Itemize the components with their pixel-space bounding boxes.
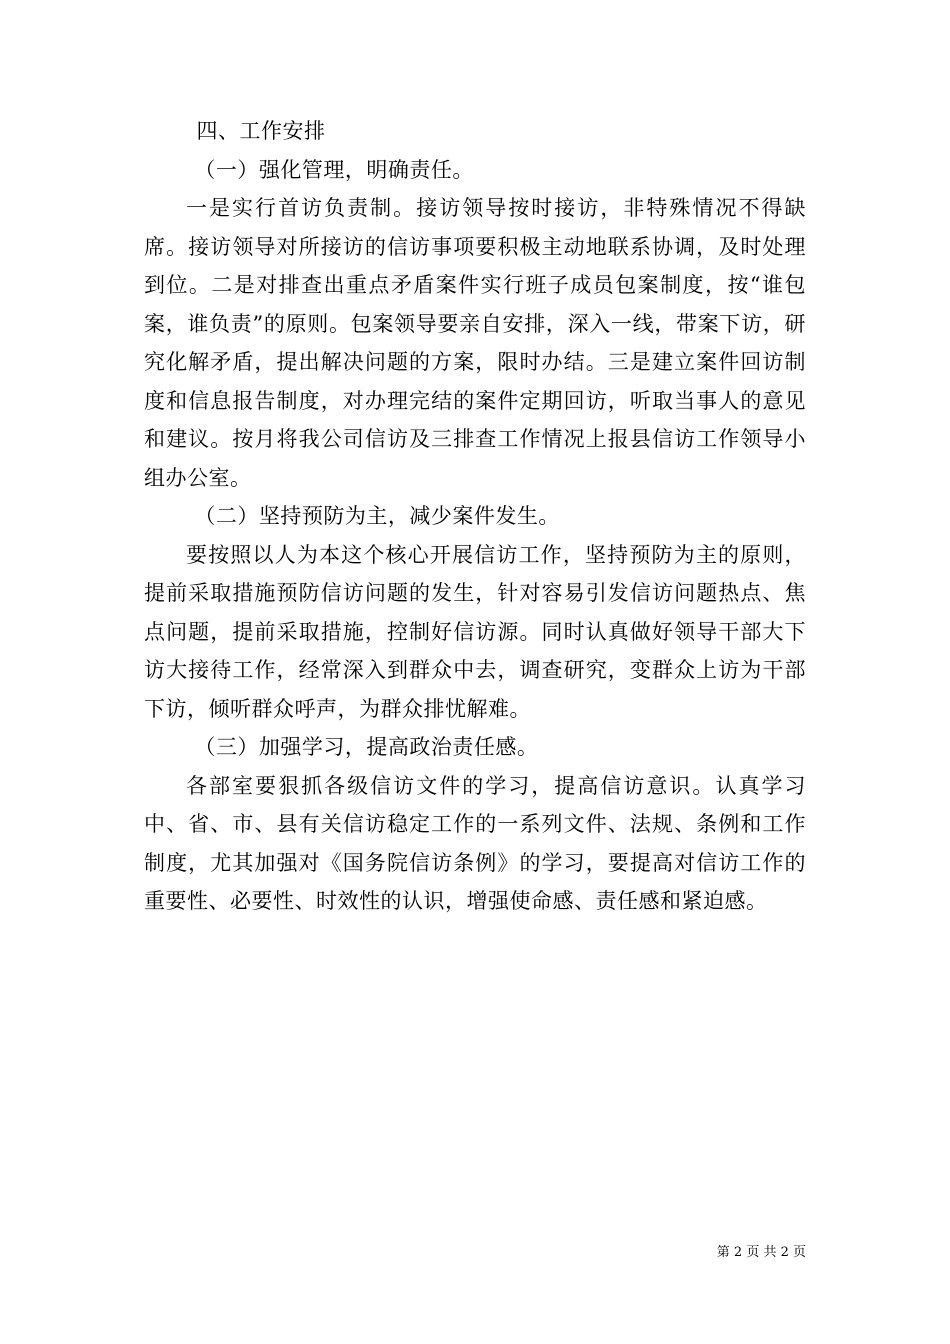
body-paragraph-2: 要按照以人为本这个核心开展信访工作，坚持预防为主的原则，提前采取措施预防信访问题的发生，针对容易引发信访问题热点、焦点问题，提前采取措施，控制好信访源。同时认真做好领导干部大下访大接待工作，经常深入到群众中去，调查研究，变群众上访为干部下访，倾听群众呼声，为群众排忧解难。 — [144, 542, 806, 721]
body-paragraph-3: 各部室要狠抓各级信访文件的学习，提高信访意识。认真学习中、省、市、县有关信访稳定工作的一系列文件、法规、条例和工作制度，尤其加强对《国务院信访条例》的学习，要提高对信访工作的重要性、必要性、时效性的认识，增强使命感、责任感和紧迫感。 — [144, 773, 806, 913]
section-heading-work-arrangement: 四、工作安排 — [196, 119, 326, 143]
page-number-footer: 第 2 页 共 2 页 — [716, 1245, 806, 1260]
subsection-heading-1: （一）强化管理，明确责任。 — [194, 157, 474, 182]
subsection-heading-3: （三）加强学习，提高政治责任感。 — [194, 735, 539, 759]
body-paragraph-1: 一是实行首访负责制。接访领导按时接访，非特殊情况不得缺席。接访领导对所接访的信访事项要积极主动地联系协调，及时处理到位。二是对排查出重点矛盾案件实行班子成员包案制度，按“谁包案，谁负责”的原则。包案领导要亲自安排，深入一线，带案下访，研究化解矛盾，提出解决问题的方案，限时办结。三是建立案件回访制度和信息报告制度，对办理完结的案件定期回访，听取当事人的意见和建议。按月将我公司信访及三排查工作情况上报县信访工作领导小组办公室。 — [144, 196, 806, 490]
subsection-heading-2: （二）坚持预防为主，减少案件发生。 — [194, 504, 560, 528]
document-body — [144, 112, 806, 921]
